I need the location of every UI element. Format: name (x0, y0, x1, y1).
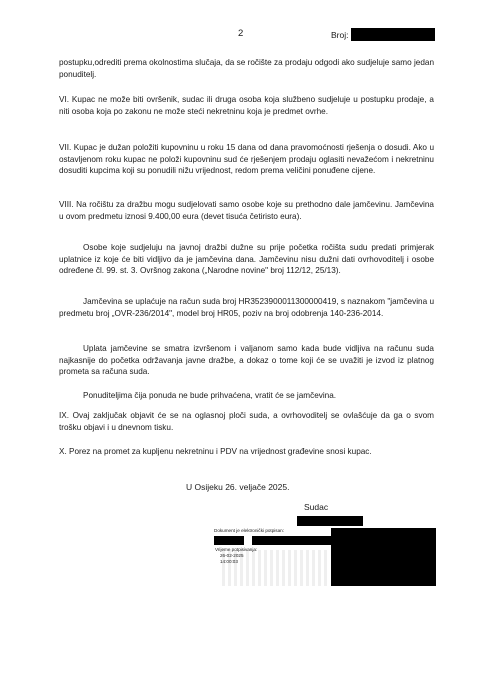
redacted-case-number (351, 28, 435, 41)
paragraph-participants: Osobe koje sudjeluju na javnoj dražbi dužne su prije početka ročišta sudu predati primjerak uplatnice iz koje će biti vidljivo da je jamčevina dana. Jamčevinu nisu dužni dati ovrhovoditelj i osobe određene čl. 99. st. 3. Ovršnog zakona („Narodne novine" broj 112/12, 25/13). (59, 243, 434, 276)
redacted-judge-name (297, 516, 363, 526)
redacted-signature-image (331, 528, 436, 586)
place-and-date: U Osijeku 26. veljače 2025. (186, 482, 290, 492)
paragraph-vii: VII. Kupac je dužan položiti kupovninu u roku 15 dana od dana pravomoćnosti rješenja o dosudi. Ako u ostavljenom roku kupac ne položi kupovninu sud će rješenjem prodaju oglasiti nevažećom i nekretninu dosuditi kupcima koji su ponudili nižu vrijednost, redom prema veličini ponuđene cijene. (59, 143, 434, 176)
paragraph-refund: Ponuditeljima čija ponuda ne bude prihvaćena, vratit će se jamčevina. (83, 391, 337, 400)
paragraph-viii: VIII. Na ročištu za dražbu mogu sudjelovati samo osobe koje su prethodno dale jamčevinu. Jamčevina u ovom predmetu iznosi 9.400,00 eura (devet tisuća četiristo eura). (59, 200, 434, 221)
paragraph-ix: IX. Ovaj zaključak objavit će se na oglasnoj ploči suda, a ovrhovoditelj se ovlašćuje da ga o svom trošku objavi i u dnevnom tisku. (59, 411, 434, 432)
case-number-label: Broj: (331, 30, 349, 40)
redacted-signer-b (252, 536, 332, 545)
judge-label: Sudac (304, 502, 329, 512)
signing-time-label: Vrijeme potpisivanja: (215, 547, 258, 552)
paragraph-vi: VI. Kupac ne može biti ovršenik, sudac ili druga osoba koja službeno sudjeluje u postupku prodaje, a niti osoba koja po zakonu ne može steći nekretninu koja je predmet ovrhe. (59, 95, 434, 116)
redacted-signer-a (214, 536, 244, 545)
signing-time: 14:00:03 (220, 559, 238, 564)
electronic-signature-block (214, 528, 334, 582)
paragraph-payment-validity: Uplata jamčevine se smatra izvršenom i valjanom samo kada bude vidljiva na računu suda najkasnije do početka održavanja javne dražbe, a dokaz o tome koji će se uvažiti je izvod iz platnog prometa sa računa suda. (59, 344, 434, 377)
paragraph-x: X. Porez na promet za kupljenu nekretninu i PDV na vrijednost građevine snosi kupac. (59, 447, 372, 456)
paragraph-payment: Jamčevina se uplaćuje na račun suda broj HR3523900011300000419, s naznakom "jamčevina u predmetu broj „OVR-236/2014", model broj HR05, poziv na broj odobrenja 140-236-2014. (59, 297, 434, 318)
signing-date: 26-02-2025 (220, 553, 244, 558)
signed-label: Dokument je elektronički potpisan: (214, 528, 284, 533)
paragraph-continuation: postupku,odrediti prema okolnostima slučaja, da se ročište za prodaju odgodi ako sudjeluje samo jedan ponuditelj. (59, 58, 434, 79)
page-number: 2 (238, 28, 244, 39)
